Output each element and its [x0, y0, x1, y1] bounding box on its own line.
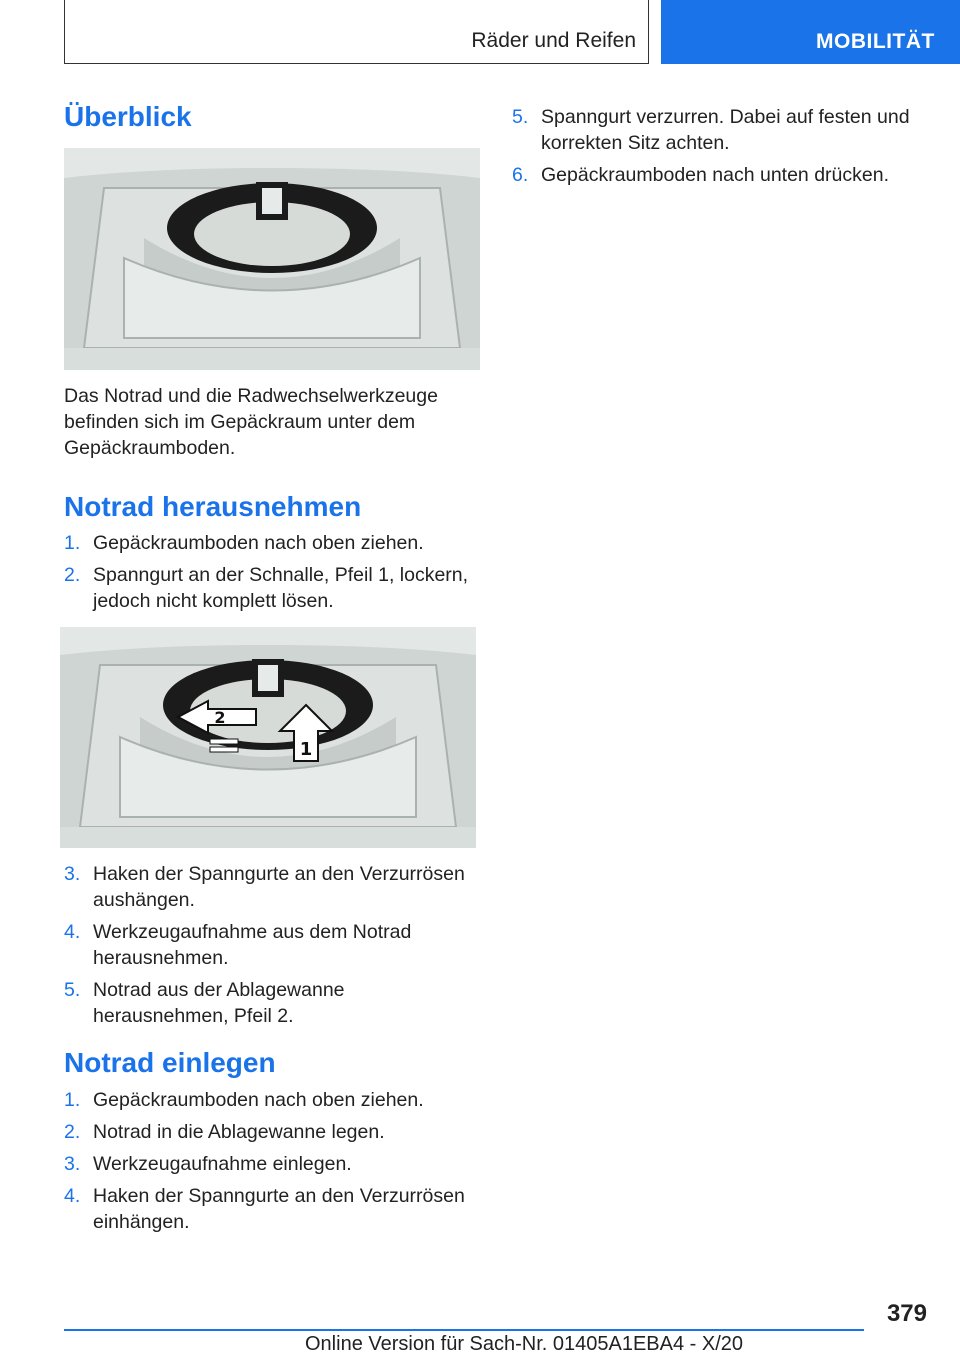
figure-trunk-arrows [60, 627, 476, 848]
steps-herausnehmen-b [64, 861, 479, 1035]
list-item: 1. Gepäckraumboden nach oben ziehen. [64, 532, 424, 554]
list-item: 6. Gepäckraumboden nach unten drücken. [512, 164, 889, 186]
list-item: 3. Werkzeugaufnahme einlegen. [64, 1153, 352, 1175]
ueberblick-text: Das Notrad und die Radwechselwerkzeuge befinden sich im Gepäckraum unter dem Gepäckraumboden. [64, 385, 438, 459]
section-title: Räder und Reifen [471, 29, 636, 52]
header-section-tab [64, 0, 649, 64]
list-item: 2. Notrad in die Ablagewanne legen. [64, 1121, 385, 1143]
steps-einlegen [64, 1087, 479, 1241]
footer-text: Online Version für Sach-Nr. 01405A1EBA4 - X/20 [305, 1333, 744, 1355]
steps-herausnehmen-a [64, 530, 479, 620]
list-item: 5. Spanngurt verzurren. Dabei auf festen und korrekten Sitz achten. [512, 106, 910, 154]
header-chapter-tab [661, 0, 960, 64]
heading-notrad-herausnehmen: Notrad herausnehmen [64, 491, 362, 522]
footer-divider [64, 1329, 864, 1331]
list-item: 4. Haken der Spanngurte an den Verzurrösen einhängen. [64, 1185, 465, 1233]
arrow-1-label: 1 [299, 739, 313, 760]
list-item: 5. Notrad aus der Ablagewanne herausnehmen, Pfeil 2. [64, 979, 345, 1027]
heading-ueberblick: Überblick [64, 101, 192, 132]
chapter-title: MOBILITÄT [816, 30, 935, 53]
list-item: 1. Gepäckraumboden nach oben ziehen. [64, 1089, 424, 1111]
page-number: 379 [886, 1300, 927, 1327]
arrow-2-label: 2 [214, 708, 226, 727]
list-item: 2. Spanngurt an der Schnalle, Pfeil 1, lockern, jedoch nicht komplett lösen. [64, 564, 469, 612]
figure-trunk-overview [64, 148, 480, 370]
steps-continued [512, 104, 912, 194]
heading-notrad-einlegen: Notrad einlegen [64, 1047, 276, 1078]
list-item: 3. Haken der Spanngurte an den Verzurrösen aushängen. [64, 863, 465, 911]
list-item: 4. Werkzeugaufnahme aus dem Notrad herausnehmen. [64, 921, 412, 969]
